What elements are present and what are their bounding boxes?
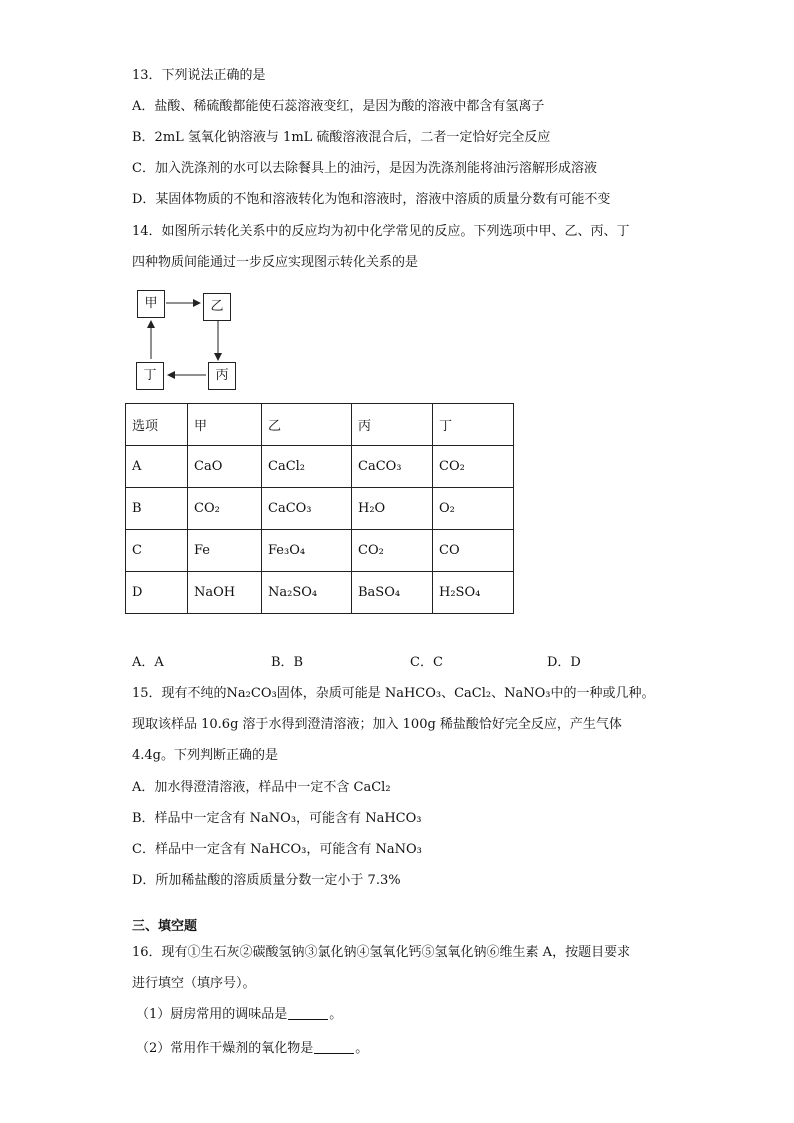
q15-line3: 4.4g。下列判断正确的是	[132, 748, 278, 763]
answer-blank[interactable]	[314, 1040, 354, 1054]
q15-option-d: D．所加稀盐酸的溶质质量分数一定小于 7.3%	[132, 873, 401, 888]
q16-line2: 进行填空（填序号）。	[132, 976, 256, 991]
q14-choice-d: D．D	[547, 655, 581, 670]
answer-blank[interactable]	[288, 1006, 328, 1020]
table-cell: CO₂	[352, 530, 433, 572]
q16-sub1-text: （1）厨房常用的调味品是	[136, 1007, 288, 1022]
box-jia: 甲	[137, 290, 165, 318]
section-title: 三、填空题	[132, 919, 198, 934]
q16-sub2	[136, 1040, 368, 1058]
table-cell: O₂	[433, 488, 514, 530]
table-cell: D	[126, 572, 188, 614]
header-cell: 丁	[433, 404, 514, 446]
table-row	[126, 572, 514, 614]
q15-option-a: A．加水得澄清溶液，样品中一定不含 CaCl₂	[132, 780, 391, 795]
table-cell: CaO	[188, 446, 262, 488]
q13-option-d: D．某固体物质的不饱和溶液转化为饱和溶液时，溶液中溶质的质量分数有可能不变	[132, 192, 611, 207]
table-cell: H₂O	[352, 488, 433, 530]
table-cell: NaOH	[188, 572, 262, 614]
box-ding: 丁	[136, 362, 164, 390]
q16-sub1	[136, 1006, 342, 1024]
box-yi: 乙	[203, 293, 231, 321]
table-cell: CaCl₂	[262, 446, 352, 488]
table-row	[126, 530, 514, 572]
q15-line2: 现取该样品 10.6g 溶于水得到澄清溶液；加入 100g 稀盐酸恰好完全反应，产生气体	[132, 717, 622, 732]
q16-line1: 16．现有①生石灰②碳酸氢钠③氯化钠④氢氧化钙⑤氢氧化钠⑥维生素 A，按题目要求	[132, 945, 631, 960]
table-cell: CO₂	[188, 488, 262, 530]
q14-choice-c: C．C	[410, 655, 443, 670]
header-cell: 甲	[188, 404, 262, 446]
table-row	[126, 446, 514, 488]
table-cell: C	[126, 530, 188, 572]
table-cell: B	[126, 488, 188, 530]
table-cell: A	[126, 446, 188, 488]
box-bing: 丙	[208, 362, 236, 390]
table-cell: Fe	[188, 530, 262, 572]
table-cell: CaCO₃	[262, 488, 352, 530]
table-cell: BaSO₄	[352, 572, 433, 614]
header-cell: 丙	[352, 404, 433, 446]
header-cell: 选项	[126, 404, 188, 446]
table-cell: CO	[433, 530, 514, 572]
q16-sub2-end: 。	[355, 1041, 369, 1056]
table-cell: H₂SO₄	[433, 572, 514, 614]
q13-option-a: A．盐酸、稀硫酸都能使石蕊溶液变红，是因为酸的溶液中都含有氢离子	[132, 99, 545, 114]
q14-stem-line2: 四种物质间能通过一步反应实现图示转化关系的是	[132, 255, 419, 270]
table-cell: CO₂	[433, 446, 514, 488]
q14-choice-a: A．A	[132, 655, 164, 670]
header-cell: 乙	[262, 404, 352, 446]
q16-sub1-end: 。	[329, 1007, 343, 1022]
options-table	[125, 403, 514, 614]
q14-choice-b: B．B	[271, 655, 304, 670]
table-cell: Na₂SO₄	[262, 572, 352, 614]
q14-stem-line1: 14．如图所示转化关系中的反应均为初中化学常见的反应。下列选项中甲、乙、丙、丁	[132, 224, 630, 239]
q13-stem: 13．下列说法正确的是	[132, 68, 266, 83]
q15-line1: 15．现有不纯的Na₂CO₃固体，杂质可能是 NaHCO₃、CaCl₂、NaNO₃中的一种或几种。	[132, 686, 655, 701]
table-row	[126, 488, 514, 530]
table-cell: Fe₃O₄	[262, 530, 352, 572]
q16-sub2-text: （2）常用作干燥剂的氧化物是	[136, 1041, 314, 1056]
q13-option-c: C．加入洗涤剂的水可以去除餐具上的油污，是因为洗涤剂能将油污溶解形成溶液	[132, 161, 597, 176]
table-header-row	[126, 404, 514, 446]
q13-option-b: B．2mL 氢氧化钠溶液与 1mL 硫酸溶液混合后，二者一定恰好完全反应	[132, 130, 551, 145]
table-cell: CaCO₃	[352, 446, 433, 488]
conversion-diagram	[130, 285, 250, 395]
q15-option-c: C．样品中一定含有 NaHCO₃，可能含有 NaNO₃	[132, 842, 422, 857]
q15-option-b: B．样品中一定含有 NaNO₃，可能含有 NaHCO₃	[132, 811, 422, 826]
